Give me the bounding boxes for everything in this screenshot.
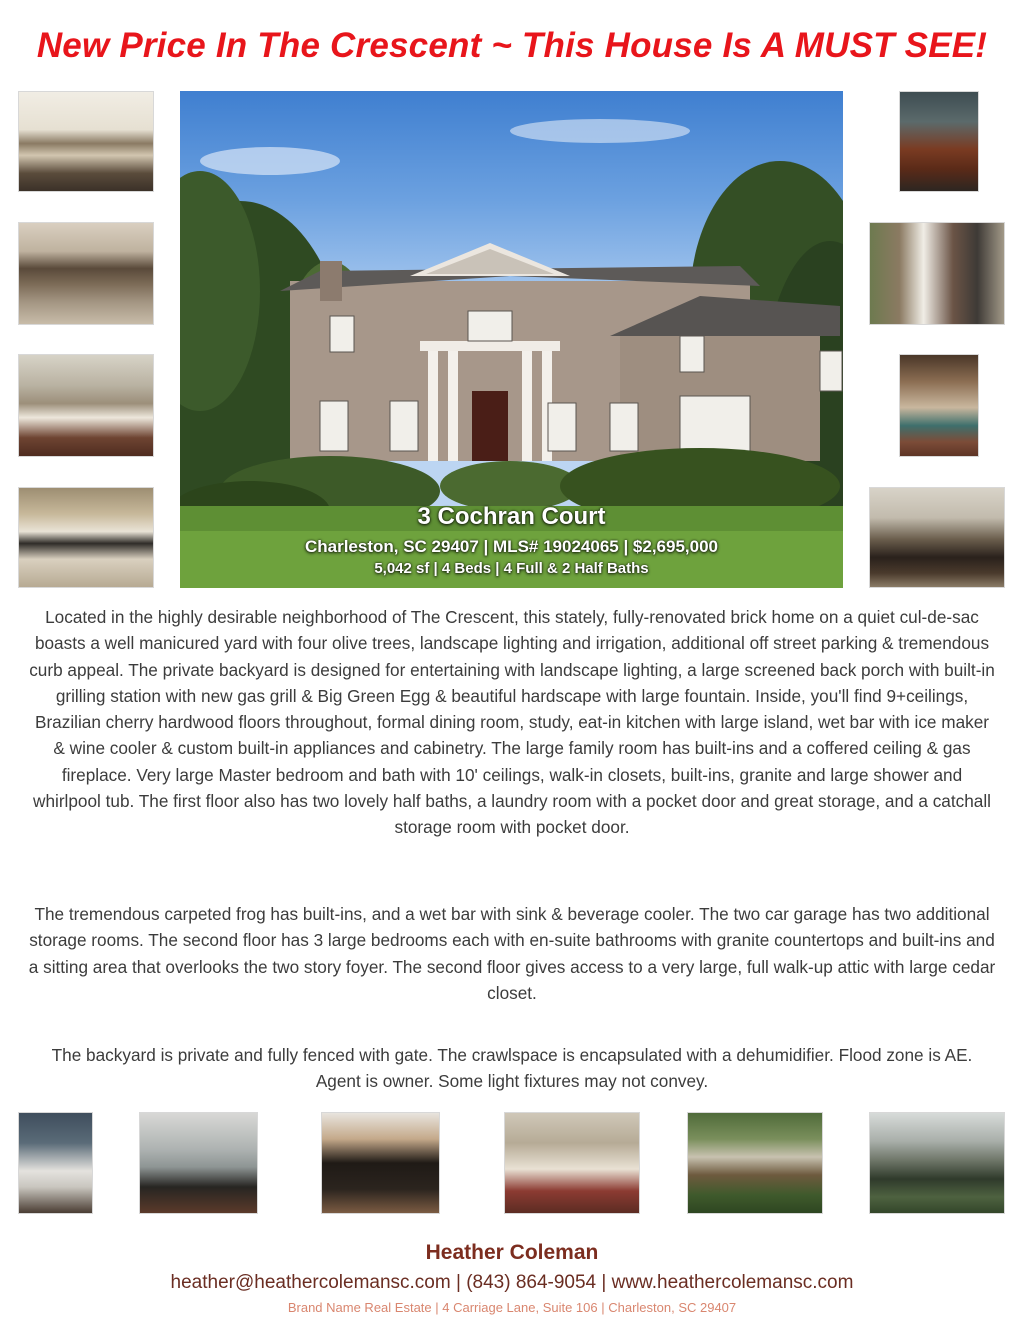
bonus-room-photo (139, 1112, 258, 1214)
study-photo (899, 354, 979, 457)
kitchen-photo (18, 91, 154, 192)
flyer-headline: New Price In The Crescent ~ This House Is A MUST SEE! (36, 26, 988, 65)
wet-bar-photo (321, 1112, 440, 1214)
agent-name: Heather Coleman (425, 1241, 599, 1264)
description-paragraph: The tremendous carpeted frog has built-ins, and a wet bar with sink & beverage cooler. The two car garage has two additional storage rooms. The second floor has 3 large bedrooms each with en-suite bathrooms with granite countertops and built-ins and a sitting area that overlooks the two story foyer. The second floor gives access to a very large, full walk-up attic with large cedar closet. (28, 904, 996, 1003)
brokerage-info: Brand Name Real Estate | 4 Carriage Lane, Suite 106 | Charleston, SC 29407 (287, 1300, 737, 1315)
agent-contact: heather@heathercolemansc.com | (843) 864-9054 | www.heathercolemansc.com (170, 1272, 854, 1293)
main-house-photo (180, 91, 843, 588)
media-room-photo (869, 487, 1005, 588)
listing-address: 3 Cochran Court (417, 503, 606, 530)
backyard-garden-photo (687, 1112, 823, 1214)
description-paragraph: Located in the highly desirable neighborhood of The Crescent, this stately, fully-renovated brick home on a quiet cul-de-sac boasts a well manicured yard with four olive trees, landscape lighting and irrigation, additional off street parking & tremendous curb appeal. The private backyard is designed for entertaining with landscape lighting, a large screened back porch with built-in grilling station with new gas grill & Big Green Egg & beautiful hardscape with large fountain. Inside, you'll find 9+ceilings, Brazilian cherry hardwood floors throughout, formal dining room, study, eat-in kitchen with large island, wet bar with ice maker & wine cooler & custom built-in appliances and cabinetry. The large family room has built-ins and a coffered ceiling & gas fireplace. Very large Master bedroom and bath with 10' ceilings, walk-in closets, built-ins, granite and large shower and whirlpool tub. The first floor also has two lovely half baths, a laundry room with a pocket door and great storage, and a catchall storage room with pocket door. (29, 607, 995, 838)
rear-exterior-photo (869, 1112, 1005, 1214)
master-bedroom-photo (18, 354, 154, 457)
bedroom-photo (18, 1112, 93, 1214)
dining-room-photo (899, 91, 979, 192)
family-room-photo (18, 222, 154, 325)
listing-specs: 5,042 sf | 4 Beds | 4 Full & 2 Half Baths (374, 560, 649, 577)
listing-city-mls-price: Charleston, SC 29407 | MLS# 19024065 | $2,695,000 (304, 537, 719, 556)
guest-bedroom-photo (504, 1112, 640, 1214)
back-porch-grill-photo (869, 222, 1005, 325)
description-paragraph: The backyard is private and fully fenced with gate. The crawlspace is encapsulated with a dehumidifier. Flood zone is AE. Agent is owner. Some light fixtures may not convey. (51, 1045, 973, 1092)
master-bath-photo (18, 487, 154, 588)
